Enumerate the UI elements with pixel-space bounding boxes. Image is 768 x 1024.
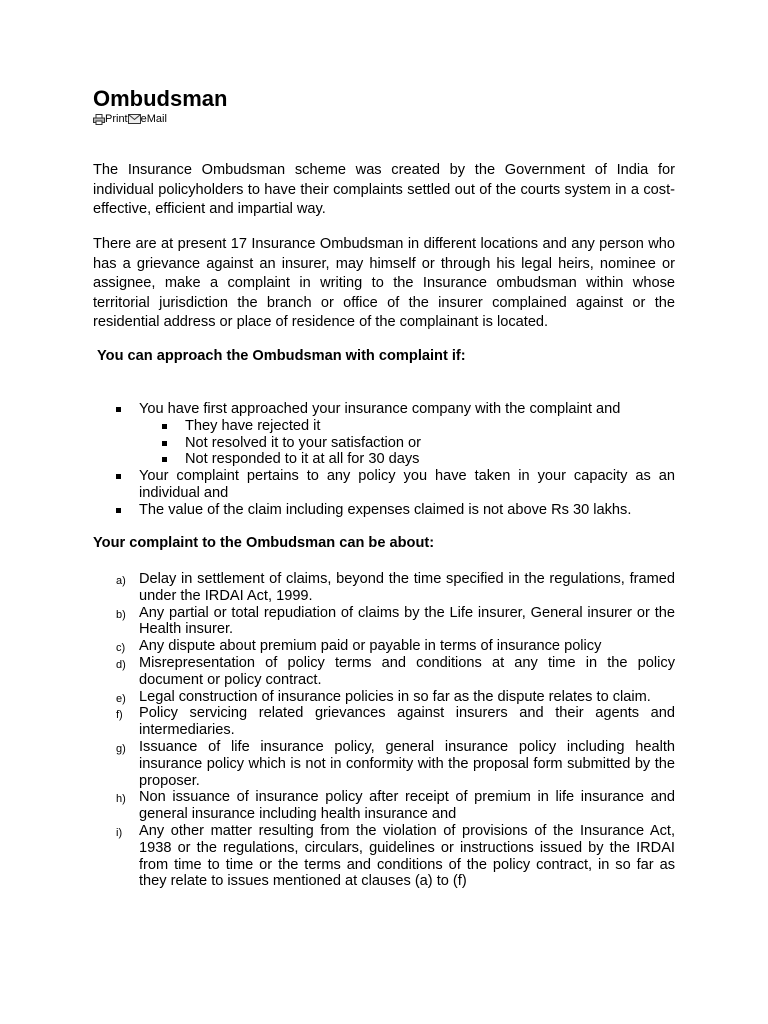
item-text: Policy servicing related grievances against insurers and their agents and intermediaries. bbox=[139, 705, 675, 739]
list-item bbox=[93, 401, 675, 468]
sub-condition-text: Not responded to it at all for 30 days bbox=[185, 451, 420, 468]
intro-paragraph: The Insurance Ombudsman scheme was created by the Government of India for individual policyholders to have their complaints settled out of the courts system in a cost-effective, efficient and impartial way. bbox=[93, 162, 675, 217]
item-marker: f) bbox=[116, 709, 123, 722]
item-marker: d) bbox=[116, 658, 126, 671]
sub-condition-text: Not resolved it to your satisfaction or bbox=[185, 434, 422, 451]
list-item bbox=[93, 689, 675, 706]
list-item bbox=[93, 739, 675, 789]
item-text: Any dispute about premium paid or payable in terms of insurance policy bbox=[139, 638, 602, 655]
sub-condition-text: They have rejected it bbox=[185, 417, 321, 434]
list-item bbox=[93, 451, 675, 468]
item-marker: b) bbox=[116, 608, 126, 621]
email-label: eMail bbox=[140, 113, 167, 125]
condition-second: Your complaint pertains to any policy you have taken in your capacity as an individual and bbox=[139, 468, 675, 501]
print-label: Print bbox=[105, 113, 128, 125]
item-marker: c) bbox=[116, 642, 126, 655]
item-marker: h) bbox=[116, 793, 126, 806]
item-text: Legal construction of insurance policies in so far as the dispute relates to claim. bbox=[139, 688, 651, 705]
about-heading: Your complaint to the Ombudsman can be about: bbox=[93, 535, 435, 551]
item-text: Misrepresentation of policy terms and conditions at any time in the policy document or policy contract. bbox=[139, 654, 675, 688]
condition-third: The value of the claim including expenses claimed is not above Rs 30 lakhs. bbox=[139, 501, 632, 518]
approach-heading: You can approach the Ombudsman with complaint if: bbox=[97, 348, 466, 364]
item-text: Any other matter resulting from the violation of provisions of the Insurance Act, 1938 or the regulations, circulars, guidelines or instructions issued by the IRDAI from time to time or the terms and conditions of the policy contract, in so far as they relate to issues mentioned at clauses (a) to (f) bbox=[139, 822, 675, 890]
list-item bbox=[93, 571, 675, 605]
item-text: Issuance of life insurance policy, general insurance policy including health insurance policy which is not in conformity with the proposal form submitted by the proposer. bbox=[139, 738, 675, 789]
print-link[interactable] bbox=[93, 113, 128, 125]
conditions-list bbox=[93, 401, 675, 519]
sub-conditions-list bbox=[139, 418, 675, 468]
list-item bbox=[93, 789, 675, 823]
list-item bbox=[93, 468, 675, 502]
item-marker: i) bbox=[116, 826, 123, 839]
list-item bbox=[93, 435, 675, 452]
list-item bbox=[93, 605, 675, 639]
item-marker: e) bbox=[116, 692, 126, 705]
list-item bbox=[93, 638, 675, 655]
item-marker: a) bbox=[116, 575, 126, 587]
list-item bbox=[93, 705, 675, 739]
list-item bbox=[93, 823, 675, 890]
complaint-topics-list bbox=[93, 571, 675, 890]
item-text: Non issuance of insurance policy after receipt of premium in life insurance and general insurance including health insurance and bbox=[139, 789, 675, 823]
list-item bbox=[93, 655, 675, 689]
envelope-icon bbox=[128, 114, 141, 124]
list-item bbox=[93, 418, 675, 435]
item-text: Any partial or total repudiation of claims by the Life insurer, General insurer or the Health insurer. bbox=[139, 604, 675, 638]
item-marker: g) bbox=[116, 742, 126, 755]
email-link[interactable] bbox=[128, 113, 167, 125]
action-links bbox=[93, 113, 167, 125]
condition-first: You have first approached your insurance company with the complaint and bbox=[139, 401, 621, 417]
ombudsman-count-paragraph: There are at present 17 Insurance Ombudsman in different locations and any person who has a grievance against an insurer, may himself or through his legal heirs, nominee or assignee, make a complaint in writing to the Insurance ombudsman within whose territorial jurisdiction the branch or office of the insurer complained against or the residential address or place of residence of the complainant is located. bbox=[93, 236, 675, 330]
item-text: Delay in settlement of claims, beyond the time specified in the regulations, framed under the IRDAI Act, 1999. bbox=[139, 571, 675, 604]
printer-icon bbox=[93, 114, 105, 125]
page-title: Ombudsman bbox=[93, 86, 228, 111]
list-item bbox=[93, 502, 675, 519]
